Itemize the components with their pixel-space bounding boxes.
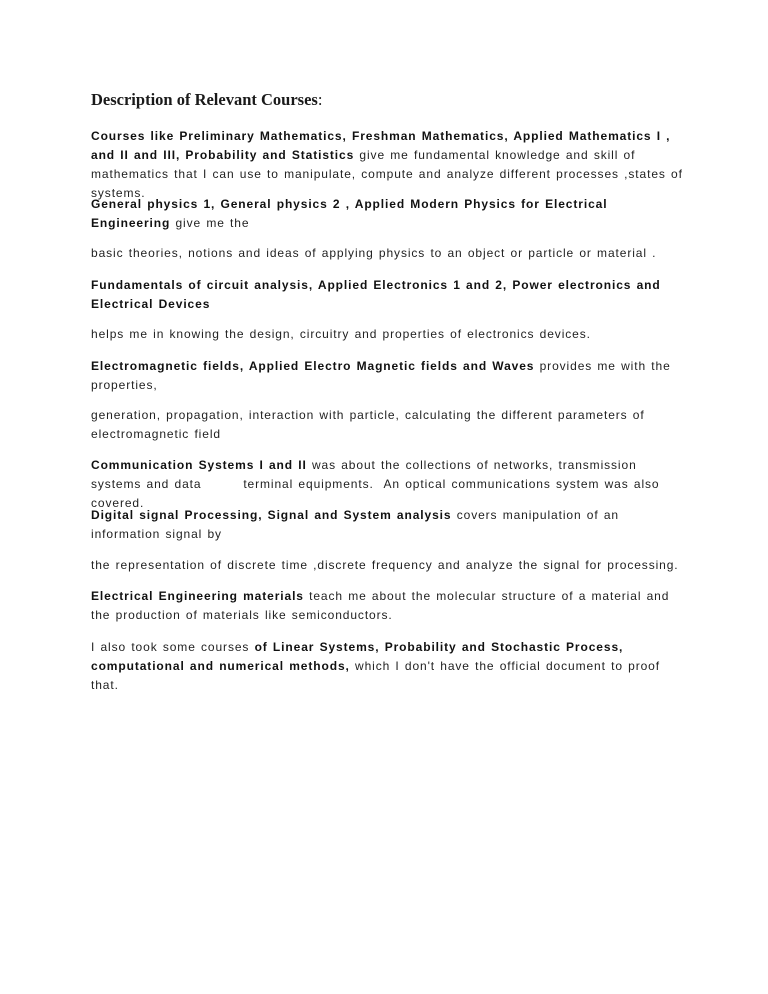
paragraph-dsp-description <box>91 556 691 575</box>
paragraph-electromagnetics-courses <box>91 357 691 395</box>
paragraph-electromagnetics-description <box>91 406 691 444</box>
paragraph-communication-courses <box>91 456 691 513</box>
paragraph-text: which I don't have the official document to proof that. <box>91 659 660 692</box>
page-title-text: Description of Relevant Courses <box>91 90 318 109</box>
paragraph-electronics-courses <box>91 276 691 314</box>
paragraph-electronics-description <box>91 325 691 344</box>
course-list-additional: of Linear Systems, Probability and Stochastic Process, computational and numerical methods, <box>91 640 624 673</box>
paragraph-text: I also took some courses <box>91 640 255 654</box>
paragraph-text: basic theories, notions and ideas of applying physics to an object or particle or material . <box>91 246 657 260</box>
paragraph-text: provides me with the properties, <box>91 359 671 392</box>
paragraph-text: give me fundamental knowledge and skill of mathematics that I can use to manipulate, compute and analyze different processes ,states of systems. <box>91 148 683 200</box>
course-list-physics: General physics 1, General physics 2 , Applied Modern Physics for Electrical Engineering <box>91 197 608 230</box>
course-list-electromagnetics: Electromagnetic fields, Applied Electro Magnetic fields and Waves <box>91 359 535 373</box>
paragraph-text: covers manipulation of an information signal by <box>91 508 619 541</box>
paragraph-additional-courses <box>91 638 691 695</box>
paragraph-text: the representation of discrete time ,discrete frequency and analyze the signal for processing. <box>91 558 679 572</box>
paragraph-text: give me the <box>170 216 250 230</box>
paragraph-text: generation, propagation, interaction with particle, calculating the different parameters of electromagnetic field <box>91 408 645 441</box>
paragraph-materials-courses <box>91 587 691 625</box>
paragraph-physics-description <box>91 244 691 263</box>
course-list-communication: Communication Systems I and II <box>91 458 307 472</box>
paragraph-mathematics-courses <box>91 127 691 203</box>
course-list-mathematics: Courses like Preliminary Mathematics, Freshman Mathematics, Applied Mathematics I , and II and III, Probability and Statistics <box>91 129 671 162</box>
paragraph-text: teach me about the molecular structure of a material and the production of materials like semiconductors. <box>91 589 670 622</box>
paragraph-text: was about the collections of networks, transmission systems and data terminal equipments. An optical communications system was also covered. <box>91 458 665 510</box>
paragraph-dsp-courses <box>91 506 691 544</box>
page-title-colon: : <box>317 90 323 109</box>
course-list-materials: Electrical Engineering materials <box>91 589 304 603</box>
paragraph-physics-courses <box>91 195 691 233</box>
course-list-dsp: Digital signal Processing, Signal and System analysis <box>91 508 452 522</box>
page-title <box>91 90 322 110</box>
paragraph-text: helps me in knowing the design, circuitry and properties of electronics devices. <box>91 327 591 341</box>
course-list-electronics: Fundamentals of circuit analysis, Applied Electronics 1 and 2, Power electronics and Electrical Devices <box>91 278 661 311</box>
